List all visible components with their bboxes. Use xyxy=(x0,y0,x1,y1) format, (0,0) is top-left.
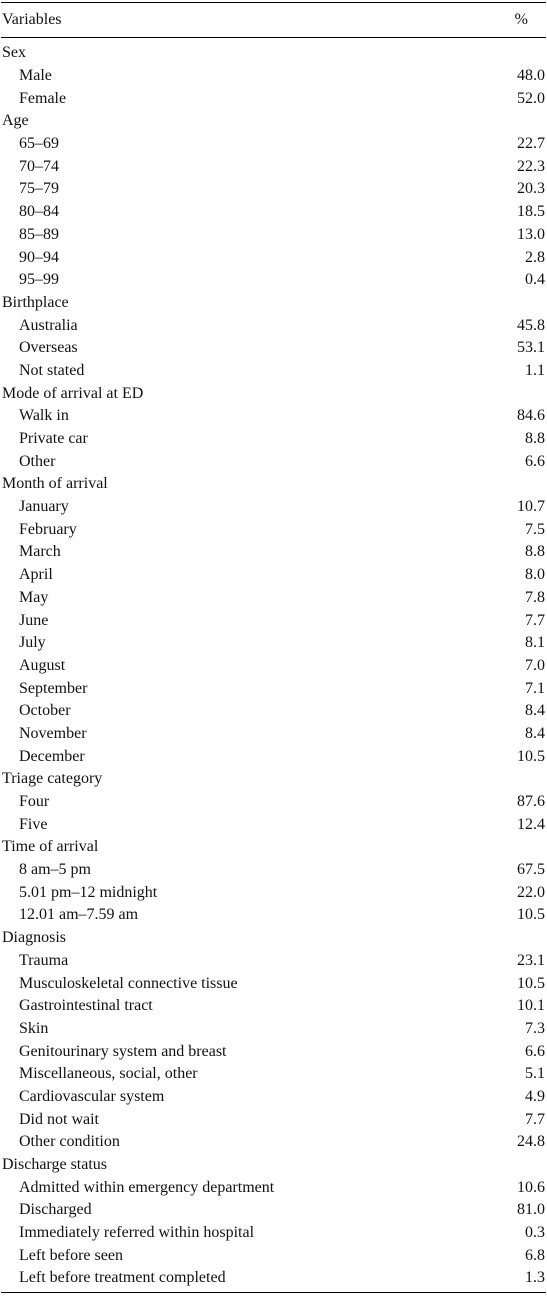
row-label: Private car xyxy=(19,430,88,448)
table-row xyxy=(1,655,546,678)
group-label: Time of arrival xyxy=(2,838,99,856)
group-row xyxy=(1,836,546,859)
row-label: Miscellaneous, social, other xyxy=(19,1065,198,1083)
row-value: 8.1 xyxy=(525,634,545,652)
table-row xyxy=(1,677,546,700)
group-row xyxy=(1,110,546,133)
row-value: 18.5 xyxy=(517,203,545,221)
row-label: Not stated xyxy=(19,361,85,379)
row-value: 0.4 xyxy=(525,271,545,289)
table-row xyxy=(1,587,546,610)
row-value: 10.5 xyxy=(517,974,545,992)
row-value: 7.5 xyxy=(525,520,545,538)
table-row xyxy=(1,1267,546,1290)
row-value: 7.8 xyxy=(525,588,545,606)
row-value: 12.4 xyxy=(517,815,545,833)
row-value: 8.0 xyxy=(525,566,545,584)
row-label: 70–74 xyxy=(19,157,59,175)
table-row xyxy=(1,360,546,383)
table-bottom-rule xyxy=(1,1292,546,1293)
table-row xyxy=(1,224,546,247)
group-row xyxy=(1,768,546,791)
row-label: Admitted within emergency department xyxy=(19,1178,275,1196)
row-value: 7.7 xyxy=(525,1110,545,1128)
row-value: 0.3 xyxy=(525,1224,545,1242)
group-row xyxy=(1,473,546,496)
row-label: Cardiovascular system xyxy=(19,1087,165,1105)
row-value: 48.0 xyxy=(517,67,545,85)
row-value: 53.1 xyxy=(517,339,545,357)
table-row xyxy=(1,904,546,927)
table-row xyxy=(1,972,546,995)
row-value: 20.3 xyxy=(517,180,545,198)
row-value: 87.6 xyxy=(517,793,545,811)
group-label: Triage category xyxy=(2,770,103,788)
row-label: 75–79 xyxy=(19,180,59,198)
row-label: February xyxy=(19,520,77,538)
table-row xyxy=(1,995,546,1018)
row-label: October xyxy=(19,702,71,720)
row-value: 10.5 xyxy=(517,747,545,765)
row-value: 45.8 xyxy=(517,316,545,334)
table-row xyxy=(1,178,546,201)
row-label: 85–89 xyxy=(19,225,59,243)
row-value: 10.6 xyxy=(517,1178,545,1196)
table-header-row xyxy=(1,3,546,37)
row-value: 23.1 xyxy=(517,951,545,969)
table-row xyxy=(1,541,546,564)
row-value: 10.5 xyxy=(517,906,545,924)
data-table xyxy=(1,2,546,1293)
table-row xyxy=(1,405,546,428)
row-label: August xyxy=(19,656,66,674)
row-value: 22.0 xyxy=(517,883,545,901)
row-label: Did not wait xyxy=(19,1110,99,1128)
row-value: 52.0 xyxy=(517,89,545,107)
table-row xyxy=(1,1222,546,1245)
row-label: 65–69 xyxy=(19,135,59,153)
row-label: January xyxy=(19,498,69,516)
row-label: Trauma xyxy=(19,951,69,969)
table-row xyxy=(1,496,546,519)
table-row xyxy=(1,1063,546,1086)
table-row xyxy=(1,428,546,451)
row-value: 8.8 xyxy=(525,543,545,561)
group-row xyxy=(1,42,546,65)
row-label: December xyxy=(19,747,85,765)
row-value: 22.7 xyxy=(517,135,545,153)
row-label: July xyxy=(19,634,46,652)
table-row xyxy=(1,1199,546,1222)
table-row xyxy=(1,314,546,337)
group-row xyxy=(1,382,546,405)
table-row xyxy=(1,1018,546,1041)
table-row xyxy=(1,881,546,904)
table-row xyxy=(1,1244,546,1267)
table-row xyxy=(1,201,546,224)
row-label: Left before treatment completed xyxy=(19,1269,226,1287)
row-value: 2.8 xyxy=(525,248,545,266)
row-label: Walk in xyxy=(19,407,69,425)
table-row xyxy=(1,337,546,360)
table-row xyxy=(1,1108,546,1131)
table-row xyxy=(1,791,546,814)
row-label: Overseas xyxy=(19,339,78,357)
row-label: April xyxy=(19,566,53,584)
row-value: 7.1 xyxy=(525,679,545,697)
table-row xyxy=(1,700,546,723)
row-label: Gastrointestinal tract xyxy=(19,997,153,1015)
table-row xyxy=(1,133,546,156)
group-row xyxy=(1,927,546,950)
table-row xyxy=(1,246,546,269)
row-value: 6.6 xyxy=(525,452,545,470)
table-row xyxy=(1,65,546,88)
table-body xyxy=(1,38,546,1292)
row-value: 8.4 xyxy=(525,702,545,720)
row-value: 6.8 xyxy=(525,1246,545,1264)
row-value: 24.8 xyxy=(517,1133,545,1151)
header-variables: Variables xyxy=(2,11,62,28)
row-label: May xyxy=(19,588,49,606)
group-label: Mode of arrival at ED xyxy=(2,384,144,402)
row-label: Male xyxy=(19,67,52,85)
table-row xyxy=(1,609,546,632)
table-row xyxy=(1,813,546,836)
row-label: March xyxy=(19,543,61,561)
table-row xyxy=(1,950,546,973)
table-row xyxy=(1,1176,546,1199)
group-label: Birthplace xyxy=(2,293,69,311)
row-label: Female xyxy=(19,89,67,107)
row-label: November xyxy=(19,724,87,742)
row-value: 1.1 xyxy=(525,361,545,379)
row-label: June xyxy=(19,611,49,629)
row-value: 10.1 xyxy=(517,997,545,1015)
row-value: 22.3 xyxy=(517,157,545,175)
row-value: 84.6 xyxy=(517,407,545,425)
row-label: September xyxy=(19,679,88,697)
row-label: Left before seen xyxy=(19,1246,123,1264)
table-row xyxy=(1,1086,546,1109)
row-label: 5.01 pm–12 midnight xyxy=(19,883,158,901)
group-label: Diagnosis xyxy=(2,929,66,947)
row-value: 8.8 xyxy=(525,430,545,448)
row-value: 7.7 xyxy=(525,611,545,629)
row-value: 7.3 xyxy=(525,1019,545,1037)
row-value: 67.5 xyxy=(517,861,545,879)
row-label: Australia xyxy=(19,316,78,334)
table-row xyxy=(1,518,546,541)
row-value: 1.3 xyxy=(525,1269,545,1287)
table-row xyxy=(1,155,546,178)
row-label: Other condition xyxy=(19,1133,120,1151)
row-label: Discharged xyxy=(19,1201,92,1219)
group-row xyxy=(1,292,546,315)
row-value: 4.9 xyxy=(525,1087,545,1105)
table-row xyxy=(1,450,546,473)
table-row xyxy=(1,1131,546,1154)
group-row xyxy=(1,1154,546,1177)
row-label: 8 am–5 pm xyxy=(19,861,91,879)
row-label: Four xyxy=(19,793,50,811)
row-value: 10.7 xyxy=(517,498,545,516)
table-row xyxy=(1,87,546,110)
table-row xyxy=(1,564,546,587)
header-percent: % xyxy=(514,11,528,28)
table-row xyxy=(1,632,546,655)
row-value: 8.4 xyxy=(525,724,545,742)
row-label: 90–94 xyxy=(19,248,59,266)
row-value: 5.1 xyxy=(525,1065,545,1083)
table-row xyxy=(1,745,546,768)
group-label: Month of arrival xyxy=(2,475,108,493)
row-label: Musculoskeletal connective tissue xyxy=(19,974,238,992)
group-label: Sex xyxy=(2,44,26,62)
row-value: 13.0 xyxy=(517,225,545,243)
row-label: Immediately referred within hospital xyxy=(19,1224,255,1242)
group-label: Discharge status xyxy=(2,1156,108,1174)
table-row xyxy=(1,723,546,746)
row-value: 81.0 xyxy=(517,1201,545,1219)
group-label: Age xyxy=(2,112,29,130)
row-label: 80–84 xyxy=(19,203,59,221)
row-label: Other xyxy=(19,452,56,470)
table-row xyxy=(1,859,546,882)
row-value: 7.0 xyxy=(525,656,545,674)
row-value: 6.6 xyxy=(525,1042,545,1060)
row-label: Five xyxy=(19,815,48,833)
table-row xyxy=(1,269,546,292)
row-label: Skin xyxy=(19,1019,49,1037)
table-row xyxy=(1,1040,546,1063)
row-label: Genitourinary system and breast xyxy=(19,1042,227,1060)
row-label: 95–99 xyxy=(19,271,59,289)
row-label: 12.01 am–7.59 am xyxy=(19,906,139,924)
